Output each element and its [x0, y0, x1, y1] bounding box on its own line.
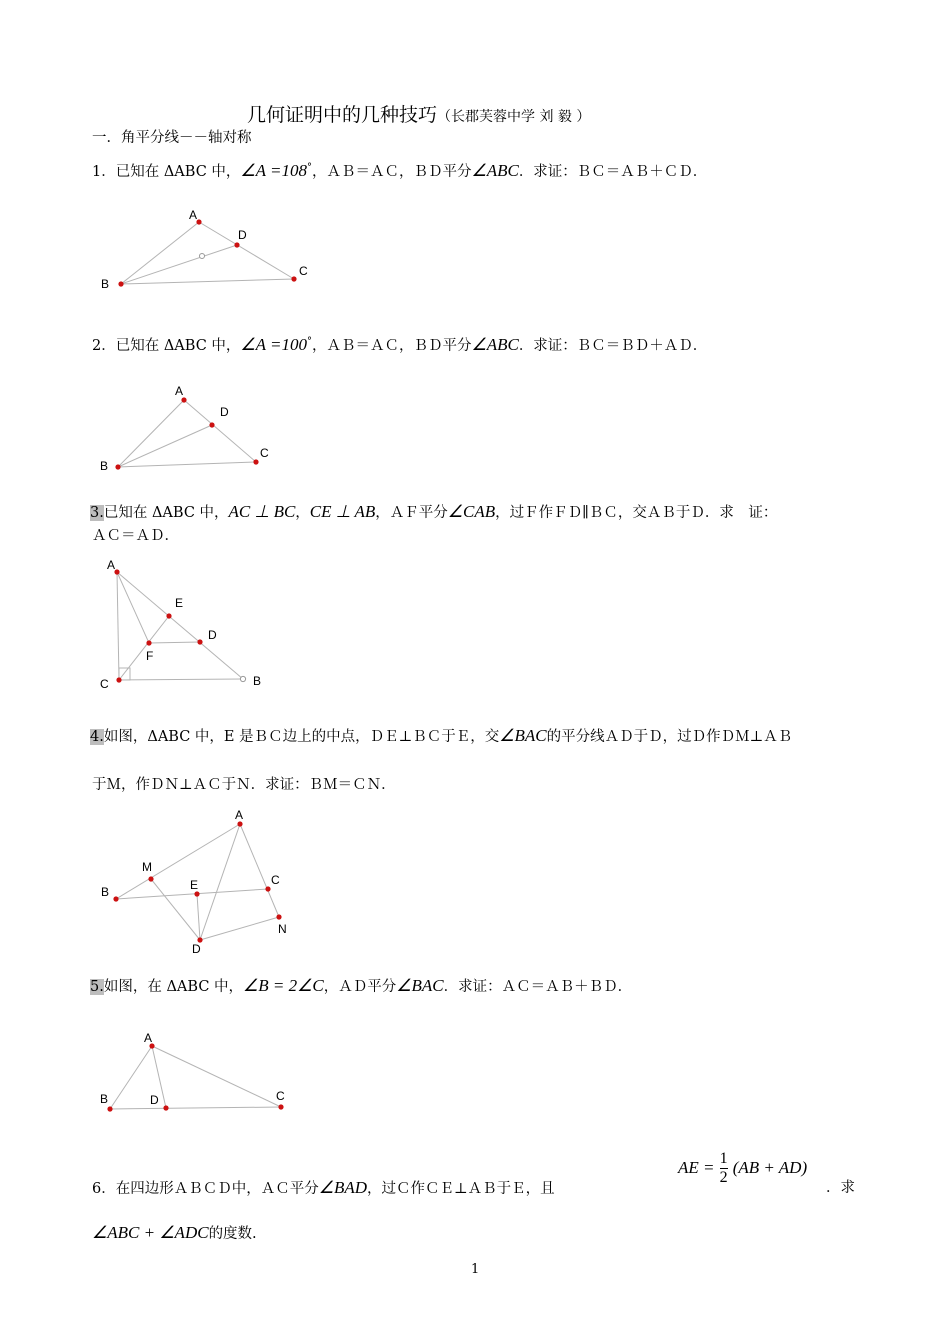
- page-number: 1: [471, 1262, 480, 1277]
- figure-4: [101, 808, 287, 956]
- p3-math-perp1: AC ⊥ BC: [228, 502, 296, 521]
- p5-suffix: ．求证：ＡＣ＝ＡＢ＋ＢＤ．: [443, 979, 633, 995]
- p6-equation: [678, 1150, 807, 1187]
- fig5-label-B: B: [100, 1092, 109, 1106]
- fig1-label-A: A: [189, 208, 198, 222]
- fig3-label-F: F: [146, 649, 154, 663]
- p5-prefix: 如图，在 ΔABC 中，: [103, 979, 244, 995]
- fig2-label-B: B: [100, 459, 109, 473]
- document-title: 几何证明中的几种技巧: [247, 104, 438, 126]
- p4-prefix: 如图，ΔABC 中，E 是ＢＣ边上的中点，ＤＥ⊥ＢＣ于Ｅ，交: [103, 729, 500, 745]
- p5-math-bisect: ∠BAC: [396, 976, 444, 995]
- p6-eq-left: AE =: [678, 1158, 715, 1177]
- p3-mid: ，ＡＦ平分: [375, 505, 448, 521]
- p3-prefix: 已知在 ΔABC 中，: [103, 505, 229, 521]
- problem-5: [90, 976, 632, 997]
- fig5-label-D: D: [150, 1093, 159, 1107]
- fig3-label-D: D: [208, 628, 217, 642]
- fig1-label-D: D: [238, 228, 247, 242]
- p3-math-bisect: ∠CAB: [447, 502, 496, 521]
- fig3-label-E: E: [175, 596, 184, 610]
- fig4-label-A: A: [235, 808, 244, 822]
- p1-math-angle: ∠A =108: [240, 160, 307, 180]
- fig3-label-A: A: [107, 558, 116, 572]
- p5-math-angle: ∠B = 2∠C: [243, 976, 324, 995]
- fig4-label-B: B: [101, 885, 110, 899]
- problem-3-line2: ＡＣ＝ＡＤ．: [92, 528, 179, 544]
- p1-mid: ，ＡＢ＝ＡＣ，ＢＤ平分: [311, 163, 472, 180]
- fig4-label-C: C: [271, 873, 280, 887]
- fig2-label-A: A: [175, 384, 184, 398]
- p1-degree: °: [306, 162, 312, 173]
- p2-math-bisect: ∠ABC: [471, 334, 519, 354]
- fig1-label-C: C: [299, 264, 308, 278]
- fig3-label-B: B: [253, 674, 262, 688]
- section-heading: 一．角平分线－－轴对称: [92, 130, 252, 146]
- fig3-label-C: C: [100, 677, 109, 691]
- p6-prefix: 6．在四边形ＡＢＣＤ中，ＡＣ平分: [92, 1181, 319, 1197]
- p6-math-bisect: ∠BAD: [318, 1178, 368, 1197]
- fig4-label-N: N: [278, 922, 287, 936]
- p6-eq-right: (AB + AD): [732, 1158, 808, 1177]
- p4-number: 4.: [90, 729, 104, 745]
- figure-2: [100, 384, 269, 473]
- problem-4-line2: 于Ｍ，作ＤＮ⊥ＡＣ于Ｎ．求证：ＢＭ＝ＣＮ．: [92, 777, 396, 793]
- p3-math-perp2: CE ⊥ AB: [309, 502, 376, 521]
- problem-4: [90, 726, 792, 747]
- p2-prefix: 2．已知在 ΔABC 中，: [92, 337, 241, 354]
- problem-2: [92, 332, 707, 356]
- p2-degree: °: [306, 336, 312, 347]
- p2-mid: ，ＡＢ＝ＡＣ，ＢＤ平分: [311, 337, 472, 354]
- problem-6: [92, 1178, 555, 1199]
- p6-line2-suffix: 的度数.: [208, 1226, 257, 1242]
- p6-fraction: [720, 1150, 728, 1187]
- p6-suffix: ．求: [826, 1180, 855, 1196]
- p3-number: 3.: [90, 505, 104, 521]
- fig4-label-M: M: [142, 860, 152, 874]
- figure-3: [100, 558, 261, 691]
- p2-math-angle: ∠A =100: [240, 334, 307, 354]
- p1-math-bisect: ∠ABC: [471, 160, 519, 180]
- fig4-label-D: D: [192, 942, 201, 956]
- p3-suffix: ，过Ｆ作ＦＤ∥ＢＣ，交ＡＢ于Ｄ．求 证：: [495, 505, 778, 521]
- figure-1: [101, 208, 308, 291]
- p6-math-sum: ∠ABC + ∠ADC: [92, 1223, 209, 1242]
- p6-frac-num: 1: [719, 1150, 728, 1167]
- p1-suffix: ．求证：ＢＣ＝ＡＢ＋ＣＤ．: [518, 163, 708, 180]
- fig4-label-E: E: [190, 878, 199, 892]
- fig5-label-A: A: [144, 1031, 153, 1045]
- p6-frac-den: 2: [719, 1169, 728, 1186]
- fig1-label-B: B: [101, 277, 110, 291]
- author: （长郡芙蓉中学 刘 毅 ）: [437, 109, 591, 125]
- p5-number: 5.: [90, 979, 104, 995]
- p4-suffix: 的平分线ＡＤ于Ｄ，过Ｄ作ＤＭ⊥ＡＢ: [546, 729, 793, 745]
- p1-prefix: 1．已知在 ΔABC 中，: [92, 163, 241, 180]
- problem-6-line2: [92, 1223, 257, 1244]
- fig2-label-D: D: [220, 405, 229, 419]
- p6-mid: ，过Ｃ作ＣＥ⊥ＡＢ于Ｅ，且: [367, 1181, 555, 1197]
- fig2-label-C: C: [260, 446, 269, 460]
- p2-suffix: ．求证：ＢＣ＝ＢＤ＋ＡＤ．: [518, 337, 708, 354]
- p3-comma: ，: [295, 505, 310, 521]
- fig5-label-C: C: [276, 1089, 285, 1103]
- p5-mid: ，ＡＤ平分: [323, 979, 397, 995]
- p4-math-angle: ∠BAC: [499, 726, 547, 745]
- figure-5: [100, 1031, 285, 1112]
- problem-3: [90, 502, 777, 523]
